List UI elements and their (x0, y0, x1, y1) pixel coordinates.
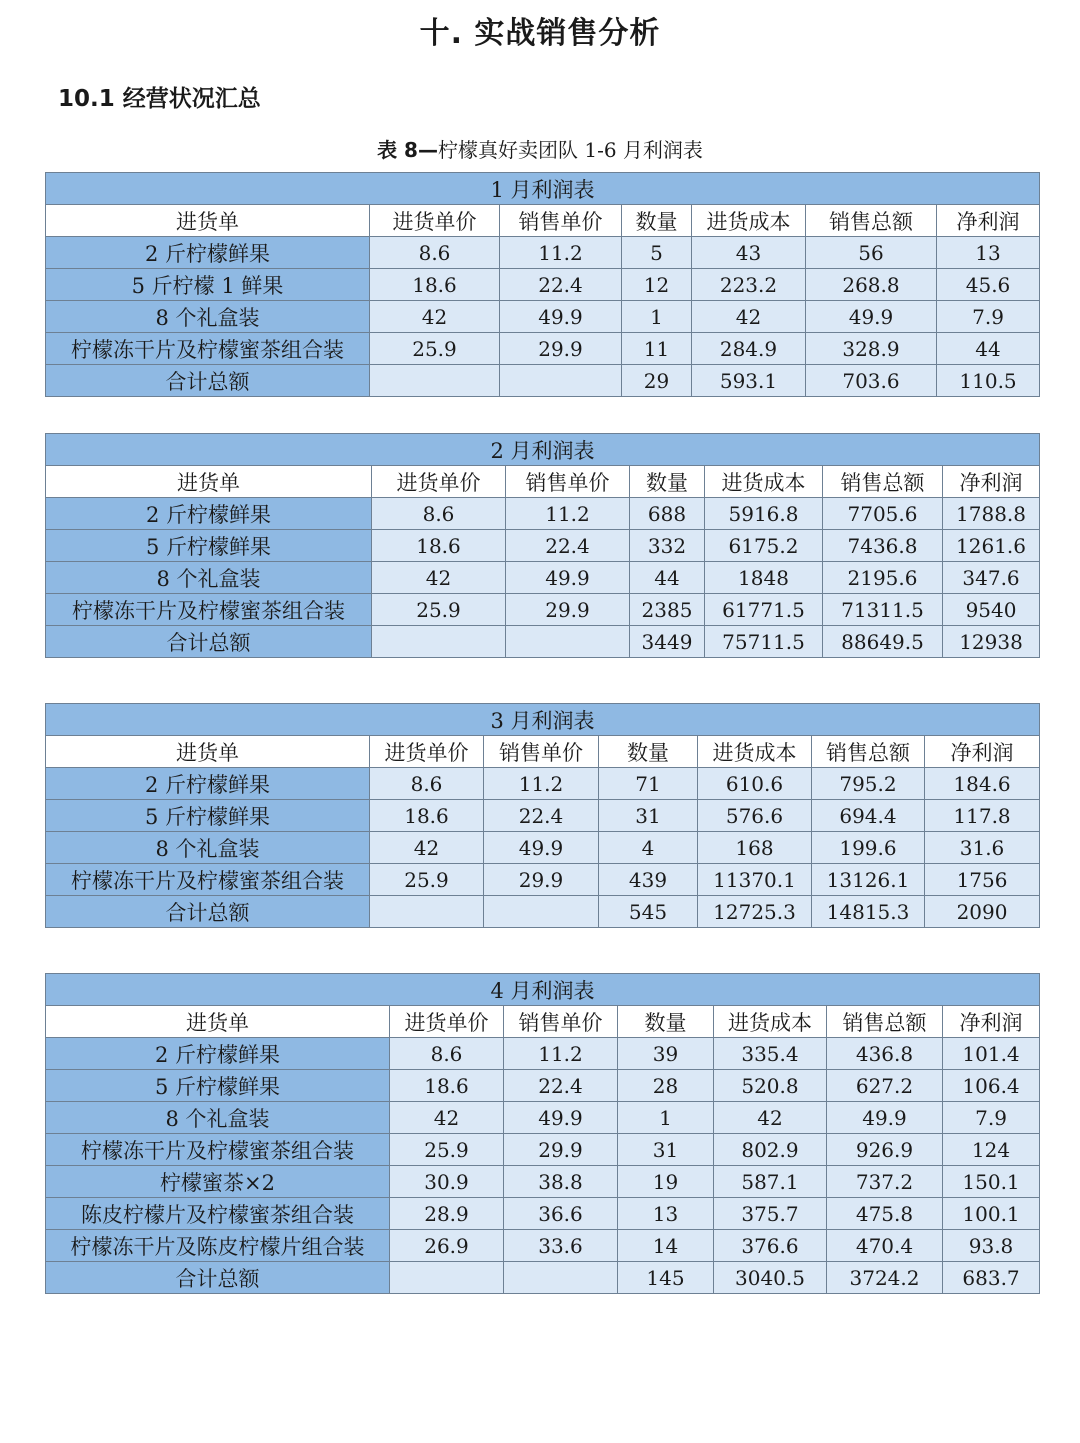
total-label-cell: 合计总额 (46, 365, 370, 397)
value-cell: 475.8 (827, 1198, 943, 1230)
value-cell: 22.4 (506, 530, 630, 562)
value-cell: 4 (599, 832, 698, 864)
total-row (46, 1262, 1040, 1294)
value-cell: 587.1 (714, 1166, 827, 1198)
value-cell: 439 (599, 864, 698, 896)
value-cell: 8.6 (390, 1038, 504, 1070)
table-row (46, 864, 1040, 896)
table-title: 1 月利润表 (46, 173, 1040, 205)
value-cell: 28.9 (390, 1198, 504, 1230)
value-cell: 9540 (943, 594, 1040, 626)
product-name-cell: 柠檬冻干片及柠檬蜜茶组合装 (46, 594, 372, 626)
value-cell: 184.6 (925, 768, 1040, 800)
table-row (46, 1166, 1040, 1198)
value-cell: 18.6 (370, 800, 484, 832)
value-cell: 13126.1 (812, 864, 925, 896)
value-cell: 100.1 (943, 1198, 1040, 1230)
header-cell: 数量 (618, 1006, 714, 1038)
value-cell: 25.9 (390, 1134, 504, 1166)
section-heading: 10.1 经营状况汇总 (58, 86, 261, 112)
product-name-cell: 5 斤柠檬鲜果 (46, 530, 372, 562)
empty-cell (506, 626, 630, 658)
total-value-cell: 12725.3 (698, 896, 812, 928)
value-cell: 42 (714, 1102, 827, 1134)
value-cell: 124 (943, 1134, 1040, 1166)
product-name-cell: 5 斤柠檬 1 鲜果 (46, 269, 370, 301)
value-cell: 49.9 (504, 1102, 618, 1134)
product-name-cell: 柠檬冻干片及柠檬蜜茶组合装 (46, 1134, 390, 1166)
table-row (46, 1198, 1040, 1230)
header-cell: 进货成本 (714, 1006, 827, 1038)
value-cell: 5916.8 (705, 498, 823, 530)
table-title: 4 月利润表 (46, 974, 1040, 1006)
product-name-cell: 柠檬蜜茶×2 (46, 1166, 390, 1198)
value-cell: 11.2 (504, 1038, 618, 1070)
table-row (46, 1038, 1040, 1070)
product-name-cell: 5 斤柠檬鲜果 (46, 1070, 390, 1102)
total-value-cell: 3449 (630, 626, 705, 658)
value-cell: 2195.6 (823, 562, 943, 594)
total-value-cell: 88649.5 (823, 626, 943, 658)
value-cell: 11 (622, 333, 692, 365)
value-cell: 1 (622, 301, 692, 333)
header-cell: 进货单价 (370, 205, 500, 237)
empty-cell (500, 365, 622, 397)
value-cell: 29.9 (504, 1134, 618, 1166)
total-value-cell: 703.6 (806, 365, 937, 397)
header-cell: 数量 (622, 205, 692, 237)
product-name-cell: 8 个礼盒装 (46, 832, 370, 864)
total-value-cell: 683.7 (943, 1262, 1040, 1294)
total-value-cell: 12938 (943, 626, 1040, 658)
value-cell: 199.6 (812, 832, 925, 864)
value-cell: 33.6 (504, 1230, 618, 1262)
value-cell: 1788.8 (943, 498, 1040, 530)
value-cell: 106.4 (943, 1070, 1040, 1102)
value-cell: 18.6 (370, 269, 500, 301)
total-value-cell: 545 (599, 896, 698, 928)
value-cell: 117.8 (925, 800, 1040, 832)
value-cell: 13 (937, 237, 1040, 269)
value-cell: 7705.6 (823, 498, 943, 530)
value-cell: 49.9 (827, 1102, 943, 1134)
value-cell: 29.9 (484, 864, 599, 896)
value-cell: 71311.5 (823, 594, 943, 626)
value-cell: 802.9 (714, 1134, 827, 1166)
value-cell: 18.6 (390, 1070, 504, 1102)
total-label-cell: 合计总额 (46, 1262, 390, 1294)
total-row (46, 365, 1040, 397)
value-cell: 627.2 (827, 1070, 943, 1102)
value-cell: 6175.2 (705, 530, 823, 562)
value-cell: 49.9 (484, 832, 599, 864)
value-cell: 1756 (925, 864, 1040, 896)
total-value-cell: 145 (618, 1262, 714, 1294)
product-name-cell: 2 斤柠檬鲜果 (46, 498, 372, 530)
value-cell: 29.9 (500, 333, 622, 365)
value-cell: 470.4 (827, 1230, 943, 1262)
value-cell: 28 (618, 1070, 714, 1102)
value-cell: 436.8 (827, 1038, 943, 1070)
value-cell: 25.9 (370, 864, 484, 896)
header-cell: 净利润 (943, 1006, 1040, 1038)
value-cell: 44 (630, 562, 705, 594)
value-cell: 335.4 (714, 1038, 827, 1070)
header-cell: 进货成本 (698, 736, 812, 768)
value-cell: 328.9 (806, 333, 937, 365)
product-name-cell: 陈皮柠檬片及柠檬蜜茶组合装 (46, 1198, 390, 1230)
value-cell: 93.8 (943, 1230, 1040, 1262)
table-row (46, 333, 1040, 365)
value-cell: 7.9 (943, 1102, 1040, 1134)
value-cell: 7.9 (937, 301, 1040, 333)
table-row (46, 594, 1040, 626)
value-cell: 610.6 (698, 768, 812, 800)
product-name-cell: 2 斤柠檬鲜果 (46, 237, 370, 269)
table-row (46, 498, 1040, 530)
value-cell: 38.8 (504, 1166, 618, 1198)
table-row (46, 530, 1040, 562)
product-name-cell: 柠檬冻干片及柠檬蜜茶组合装 (46, 333, 370, 365)
header-cell: 进货单价 (372, 466, 506, 498)
header-cell: 销售总额 (827, 1006, 943, 1038)
header-cell: 数量 (599, 736, 698, 768)
value-cell: 168 (698, 832, 812, 864)
value-cell: 2385 (630, 594, 705, 626)
header-cell: 数量 (630, 466, 705, 498)
header-cell: 销售单价 (484, 736, 599, 768)
value-cell: 101.4 (943, 1038, 1040, 1070)
header-cell: 进货单 (46, 736, 370, 768)
value-cell: 332 (630, 530, 705, 562)
total-value-cell: 3040.5 (714, 1262, 827, 1294)
value-cell: 31.6 (925, 832, 1040, 864)
value-cell: 49.9 (806, 301, 937, 333)
value-cell: 576.6 (698, 800, 812, 832)
total-value-cell: 75711.5 (705, 626, 823, 658)
value-cell: 30.9 (390, 1166, 504, 1198)
value-cell: 11.2 (484, 768, 599, 800)
value-cell: 5 (622, 237, 692, 269)
value-cell: 39 (618, 1038, 714, 1070)
value-cell: 42 (370, 301, 500, 333)
value-cell: 11.2 (500, 237, 622, 269)
table-row (46, 800, 1040, 832)
table-caption (0, 134, 1080, 163)
total-value-cell: 593.1 (692, 365, 806, 397)
total-value-cell: 29 (622, 365, 692, 397)
value-cell: 25.9 (372, 594, 506, 626)
value-cell: 26.9 (390, 1230, 504, 1262)
profit-table-jan (45, 172, 1040, 397)
total-label-cell: 合计总额 (46, 626, 372, 658)
table-row (46, 768, 1040, 800)
header-cell: 净利润 (943, 466, 1040, 498)
product-name-cell: 2 斤柠檬鲜果 (46, 768, 370, 800)
value-cell: 737.2 (827, 1166, 943, 1198)
table-row (46, 562, 1040, 594)
value-cell: 150.1 (943, 1166, 1040, 1198)
header-cell: 进货单 (46, 466, 372, 498)
table-title: 3 月利润表 (46, 704, 1040, 736)
table-row (46, 1230, 1040, 1262)
value-cell: 44 (937, 333, 1040, 365)
value-cell: 1848 (705, 562, 823, 594)
table-row (46, 1134, 1040, 1166)
value-cell: 11.2 (506, 498, 630, 530)
value-cell: 694.4 (812, 800, 925, 832)
value-cell: 375.7 (714, 1198, 827, 1230)
empty-cell (370, 365, 500, 397)
value-cell: 223.2 (692, 269, 806, 301)
value-cell: 25.9 (370, 333, 500, 365)
table-row (46, 1070, 1040, 1102)
value-cell: 56 (806, 237, 937, 269)
table-caption-text: 柠檬真好卖团队 1-6 月利润表 (437, 138, 703, 162)
profit-table-mar (45, 703, 1040, 928)
header-cell: 销售单价 (506, 466, 630, 498)
page-title: 十. 实战销售分析 (419, 16, 661, 51)
product-name-cell: 柠檬冻干片及柠檬蜜茶组合装 (46, 864, 370, 896)
table-row (46, 832, 1040, 864)
product-name-cell: 柠檬冻干片及陈皮柠檬片组合装 (46, 1230, 390, 1262)
total-value-cell: 110.5 (937, 365, 1040, 397)
value-cell: 1261.6 (943, 530, 1040, 562)
total-value-cell: 14815.3 (812, 896, 925, 928)
value-cell: 11370.1 (698, 864, 812, 896)
header-cell: 销售总额 (806, 205, 937, 237)
profit-table-feb (45, 433, 1040, 658)
table-row (46, 1102, 1040, 1134)
value-cell: 29.9 (506, 594, 630, 626)
header-cell: 净利润 (925, 736, 1040, 768)
empty-cell (372, 626, 506, 658)
value-cell: 18.6 (372, 530, 506, 562)
product-name-cell: 8 个礼盒装 (46, 301, 370, 333)
value-cell: 42 (390, 1102, 504, 1134)
total-value-cell: 2090 (925, 896, 1040, 928)
product-name-cell: 5 斤柠檬鲜果 (46, 800, 370, 832)
value-cell: 8.6 (372, 498, 506, 530)
value-cell: 347.6 (943, 562, 1040, 594)
empty-cell (390, 1262, 504, 1294)
empty-cell (370, 896, 484, 928)
table-row (46, 269, 1040, 301)
product-name-cell: 8 个礼盒装 (46, 1102, 390, 1134)
value-cell: 8.6 (370, 768, 484, 800)
total-value-cell: 3724.2 (827, 1262, 943, 1294)
total-row (46, 626, 1040, 658)
value-cell: 12 (622, 269, 692, 301)
table-row (46, 237, 1040, 269)
value-cell: 284.9 (692, 333, 806, 365)
value-cell: 49.9 (500, 301, 622, 333)
value-cell: 42 (372, 562, 506, 594)
table-row (46, 301, 1040, 333)
total-row (46, 896, 1040, 928)
value-cell: 8.6 (370, 237, 500, 269)
value-cell: 520.8 (714, 1070, 827, 1102)
header-cell: 进货成本 (692, 205, 806, 237)
value-cell: 926.9 (827, 1134, 943, 1166)
value-cell: 43 (692, 237, 806, 269)
header-cell: 销售总额 (812, 736, 925, 768)
value-cell: 1 (618, 1102, 714, 1134)
product-name-cell: 2 斤柠檬鲜果 (46, 1038, 390, 1070)
value-cell: 13 (618, 1198, 714, 1230)
value-cell: 36.6 (504, 1198, 618, 1230)
value-cell: 31 (618, 1134, 714, 1166)
value-cell: 22.4 (484, 800, 599, 832)
value-cell: 49.9 (506, 562, 630, 594)
value-cell: 14 (618, 1230, 714, 1262)
value-cell: 268.8 (806, 269, 937, 301)
table-title: 2 月利润表 (46, 434, 1040, 466)
value-cell: 61771.5 (705, 594, 823, 626)
header-cell: 净利润 (937, 205, 1040, 237)
value-cell: 795.2 (812, 768, 925, 800)
value-cell: 45.6 (937, 269, 1040, 301)
value-cell: 19 (618, 1166, 714, 1198)
value-cell: 376.6 (714, 1230, 827, 1262)
product-name-cell: 8 个礼盒装 (46, 562, 372, 594)
header-cell: 销售单价 (504, 1006, 618, 1038)
table-caption-prefix: 表 8— (377, 138, 438, 162)
value-cell: 22.4 (504, 1070, 618, 1102)
value-cell: 22.4 (500, 269, 622, 301)
value-cell: 42 (370, 832, 484, 864)
value-cell: 688 (630, 498, 705, 530)
header-cell: 进货单价 (390, 1006, 504, 1038)
value-cell: 7436.8 (823, 530, 943, 562)
value-cell: 71 (599, 768, 698, 800)
value-cell: 42 (692, 301, 806, 333)
header-cell: 销售总额 (823, 466, 943, 498)
empty-cell (504, 1262, 618, 1294)
header-cell: 销售单价 (500, 205, 622, 237)
total-label-cell: 合计总额 (46, 896, 370, 928)
value-cell: 31 (599, 800, 698, 832)
header-cell: 进货成本 (705, 466, 823, 498)
header-cell: 进货单 (46, 205, 370, 237)
header-cell: 进货单 (46, 1006, 390, 1038)
empty-cell (484, 896, 599, 928)
profit-table-apr (45, 973, 1040, 1294)
header-cell: 进货单价 (370, 736, 484, 768)
